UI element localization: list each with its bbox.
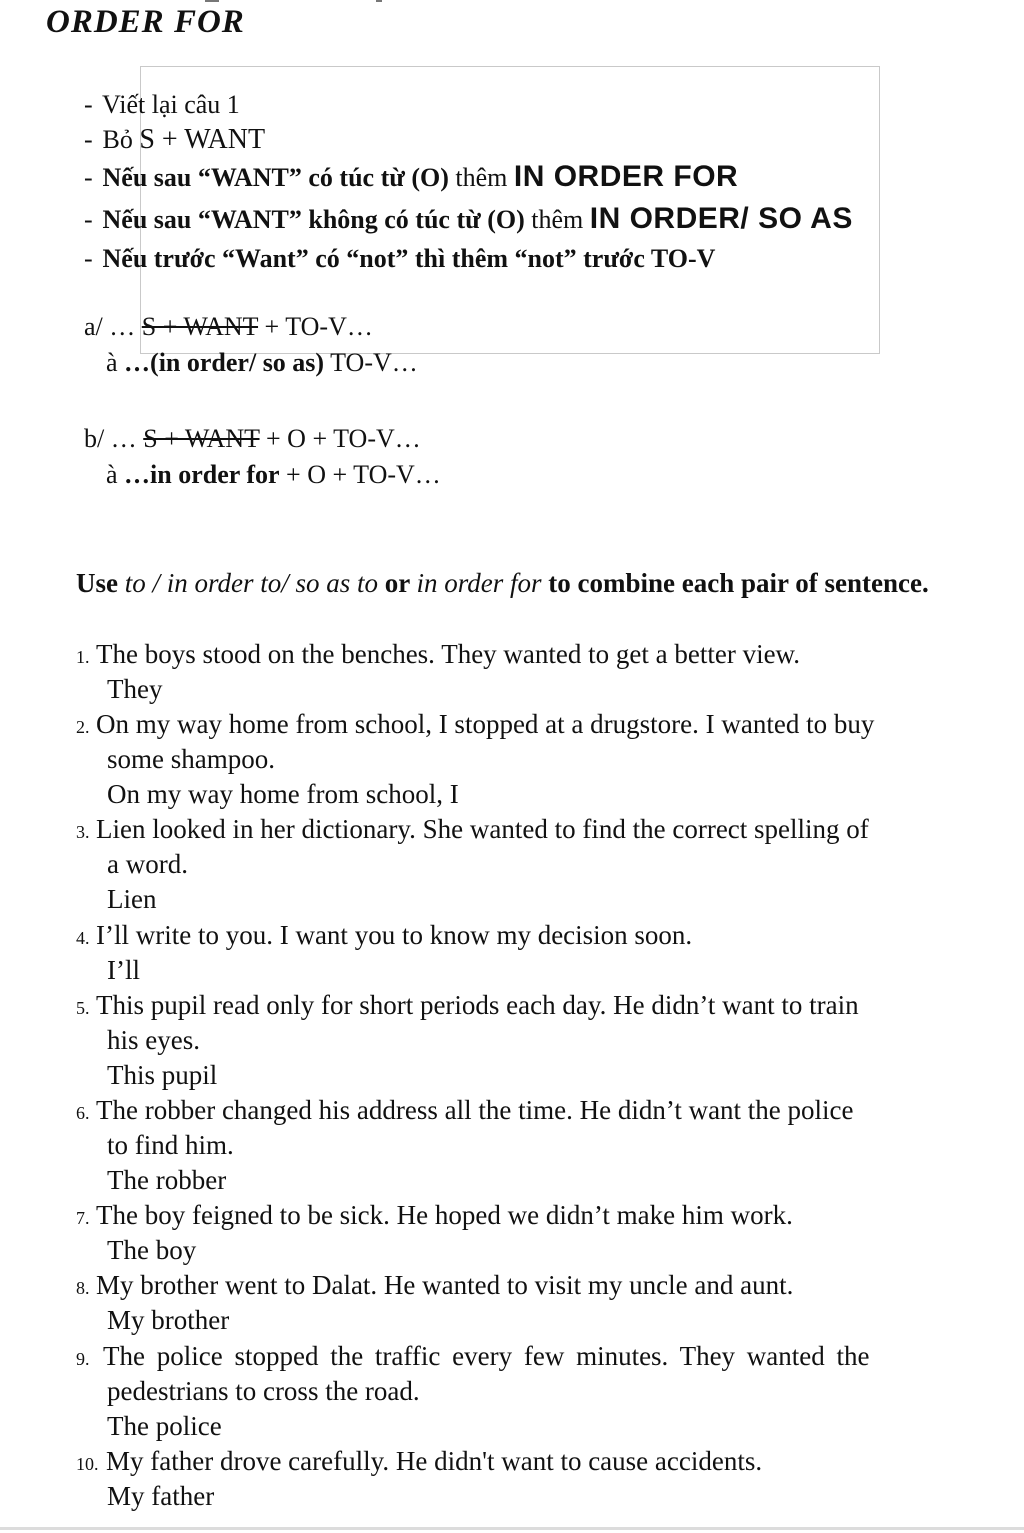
- structure-text: + O + TO-V…: [279, 460, 441, 489]
- exercise-number: 9.: [76, 1349, 90, 1369]
- instruction-text: to combine each pair of sentence.: [541, 568, 929, 598]
- exercise-1: [76, 637, 800, 675]
- top-scan-mark: [205, 0, 219, 2]
- exercise-number: 10.: [76, 1454, 99, 1474]
- exercise-4: [76, 918, 692, 956]
- exercise-sentence-continued: a word.: [107, 849, 188, 879]
- answer-start: On my way home from school, I: [107, 779, 459, 809]
- rule-4: [84, 204, 853, 234]
- exercise-3: [76, 812, 869, 850]
- rule-text: Nếu sau “WANT” có túc từ (O): [102, 163, 456, 192]
- structure-b-result: [106, 462, 441, 488]
- rule-keyword: IN ORDER/ SO AS: [589, 202, 853, 235]
- rule-dash: -: [84, 163, 93, 192]
- exercise-instruction: [76, 566, 956, 601]
- answer-start: This pupil: [107, 1060, 218, 1090]
- page-title: ORDER FOR: [46, 4, 245, 40]
- exercise-number: 6.: [76, 1103, 90, 1123]
- structure-b: [84, 426, 421, 452]
- instruction-text: or: [378, 568, 417, 598]
- structure-connector: …in order for: [117, 460, 280, 489]
- structure-label: b/ …: [84, 424, 137, 453]
- structure-text: TO-V…: [324, 348, 418, 377]
- exercise-sentence: My father drove carefully. He didn't want to cause accidents.: [106, 1446, 763, 1476]
- exercise-sentence-continued: some shampoo.: [107, 744, 275, 774]
- struck-text: S + WANT: [143, 424, 260, 453]
- answer-start: The boy: [107, 1235, 197, 1265]
- exercise-sentence: The boy feigned to be sick. He hoped we didn’t make him work.: [96, 1200, 793, 1230]
- rule-1: [84, 92, 240, 118]
- exercise-sentence: The robber changed his address all the time. He didn’t want the police: [96, 1095, 854, 1125]
- structure-label: a/ …: [84, 312, 136, 341]
- exercise-sentence: The police stopped the traffic every few minutes. They wanted the: [103, 1341, 870, 1371]
- answer-start: I’ll: [107, 955, 140, 985]
- page-bottom-edge: [0, 1527, 1024, 1530]
- exercise-sentence: The boys stood on the benches. They wanted to get a better view.: [96, 639, 801, 669]
- exercise-sentence: I’ll write to you. I want you to know my decision soon.: [96, 920, 693, 950]
- instruction-italic: to / in order to/ so as to: [124, 568, 379, 598]
- rule-dash: -: [84, 244, 93, 273]
- exercise-number: 8.: [76, 1278, 90, 1298]
- structure-connector: …(in order/ so as): [117, 348, 325, 377]
- rule-text: Nếu trước “Want” có “not” thì thêm “not” trước TO-V: [102, 244, 716, 273]
- answer-start: They: [107, 674, 163, 704]
- exercise-7: [76, 1198, 793, 1236]
- instruction-italic: in order for: [416, 568, 542, 598]
- rule-dash: -: [84, 125, 93, 154]
- exercise-10: [76, 1444, 762, 1482]
- exercise-number: 4.: [76, 928, 90, 948]
- exercise-number: 7.: [76, 1208, 90, 1228]
- exercise-2: [76, 707, 874, 745]
- exercise-number: 1.: [76, 647, 90, 667]
- structure-a-result: [106, 350, 418, 376]
- rule-dash: -: [84, 90, 93, 119]
- rule-dash: -: [84, 205, 93, 234]
- rule-text: Bỏ: [102, 125, 140, 154]
- exercise-sentence: On my way home from school, I stopped at a drugstore. I wanted to buy: [96, 709, 875, 739]
- rule-text: thêm: [455, 163, 514, 192]
- rule-keyword: IN ORDER FOR: [513, 160, 739, 193]
- exercise-sentence: Lien looked in her dictionary. She wanted to find the correct spelling of: [96, 814, 869, 844]
- answer-start: My father: [107, 1481, 215, 1511]
- exercise-6: [76, 1093, 854, 1131]
- exercise-8: [76, 1268, 793, 1306]
- exercise-sentence: This pupil read only for short periods each day. He didn’t want to train: [96, 990, 859, 1020]
- rule-3: [84, 162, 738, 192]
- arrow-symbol: à: [106, 348, 118, 377]
- structure-text: + TO-V…: [258, 312, 373, 341]
- struck-text: S + WANT: [141, 312, 259, 341]
- rule-5: [84, 246, 715, 272]
- rule-text: S + WANT: [139, 124, 266, 155]
- exercise-5: [76, 988, 859, 1026]
- exercise-sentence-continued: to find him.: [107, 1130, 234, 1160]
- answer-start: The robber: [107, 1165, 227, 1195]
- top-scan-mark: [376, 0, 382, 2]
- rule-text: Nếu sau “WANT” không có túc từ (O): [102, 205, 532, 234]
- rule-text: thêm: [531, 205, 590, 234]
- exercise-sentence-continued: pedestrians to cross the road.: [107, 1376, 420, 1406]
- exercise-number: 2.: [76, 717, 90, 737]
- answer-start: My brother: [107, 1305, 230, 1335]
- rule-2: [84, 126, 265, 154]
- exercise-number: 5.: [76, 998, 90, 1018]
- exercise-sentence-continued: his eyes.: [107, 1025, 200, 1055]
- exercise-9: [76, 1339, 870, 1377]
- structure-text: + O + TO-V…: [259, 424, 421, 453]
- exercise-number: 3.: [76, 822, 90, 842]
- answer-start: The police: [107, 1411, 222, 1441]
- instruction-text: Use: [76, 568, 125, 598]
- exercise-sentence: My brother went to Dalat. He wanted to visit my uncle and aunt.: [96, 1270, 794, 1300]
- answer-start: Lien: [107, 884, 157, 914]
- structure-a: [84, 314, 373, 340]
- arrow-symbol: à: [106, 460, 118, 489]
- rule-text: Viết lại câu 1: [102, 90, 240, 119]
